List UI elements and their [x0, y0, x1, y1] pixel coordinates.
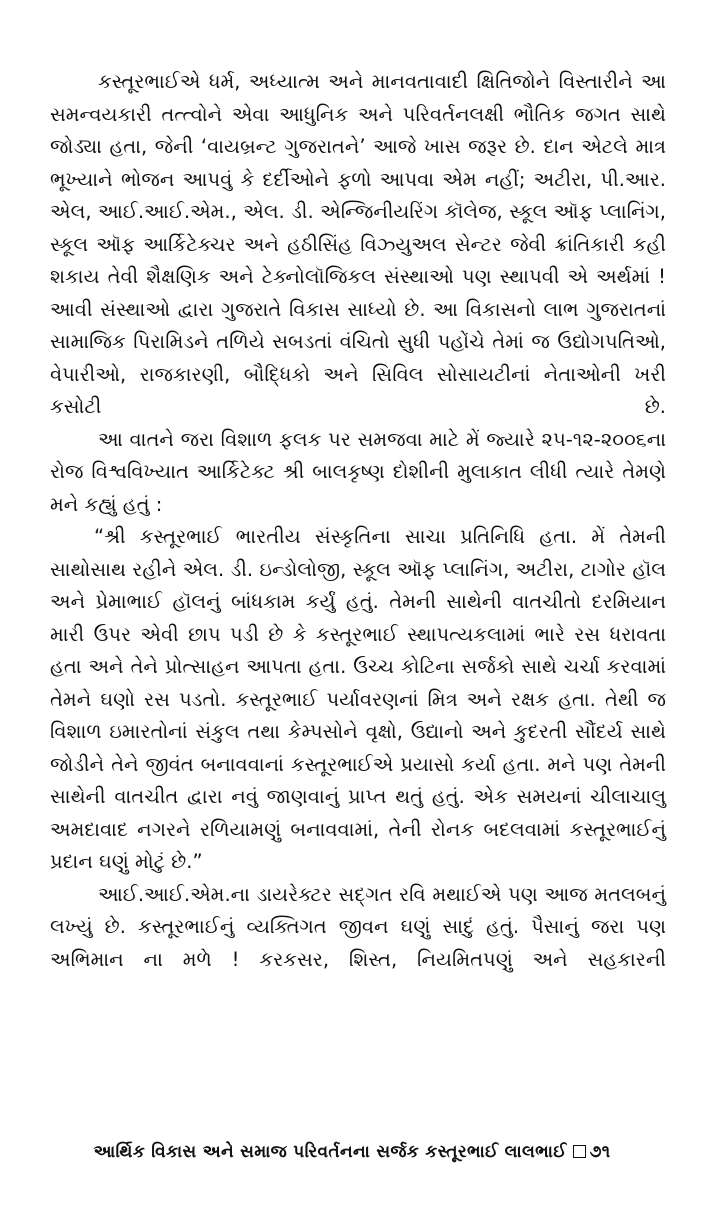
page-footer: [0, 1142, 704, 1162]
body-text: [50, 66, 666, 976]
page-number: ૭૧: [589, 1142, 611, 1162]
footer-title: આર્થિક વિકાસ અને સમાજ પરિવર્તનના સર્જક કસ્તૂરભાઈ લાલભાઈ: [93, 1142, 567, 1162]
paragraph-1: કસ્તૂરભાઈએ ધર્મ, અધ્યાત્મ અને માનવતાવાદી ક્ષિતિજોને વિસ્તારીને આ સમન્વયકારી તત્ત્વોને એવા આધુનિક અને પરિવર્તનલક્ષી ભૌતિક જગત સાથે જોડ્યા હતા, જેની ‘વાયબ્રન્ટ ગુજરાતને’ આજે ખાસ જરૂર છે. દાન એટલે માત્ર ભૂખ્યાને ભોજન આપવું કે દર્દીઓને ફળો આપવા એમ નહીં; અટીરા, પી.આર. એલ, આઈ.આઈ.એમ., એલ. ડી. એન્જિનીયરિંગ કૉલેજ, સ્કૂલ ઑફ પ્લાનિંગ, સ્કૂલ ઑફ આર્કિટેક્ચર અને હઠીસિંહ વિઝ્યુઅલ સેન્ટર જેવી ક્રાંતિકારી કહી શકાય તેવી શૈક્ષણિક અને ટેક્નોલૉજિકલ સંસ્થાઓ પણ સ્થાપવી એ અર્થમાં ! આવી સંસ્થાઓ દ્વારા ગુજરાતે વિકાસ સાધ્યો છે. આ વિકાસનો લાભ ગુજરાતનાં સામાજિક પિરામિડને તળિયે સબડતાં વંચિતો સુધી પહોંચે તેમાં જ ઉદ્યોગપતિઓ, વેપારીઓ, રાજકારણી, બૌદ્ધિકો અને સિવિલ સોસાયટીનાં નેતાઓની ખરી કસોટી છે.: [50, 70, 666, 418]
paragraph-4: આઈ.આઈ.એમ.ના ડાયરેક્ટર સદ્ગત રવિ મથાઈએ પણ આજ મતલબનું લખ્યું છે. કસ્તૂરભાઈનું વ્યક્તિગત જીવન ઘણું સાદું હતું. પૈસાનું જરા પણ અભિમાન ના મળે ! કરકસર, શિસ્ત, નિયમિતપણું અને સહકારની: [50, 882, 666, 971]
quote-paragraph: “શ્રી કસ્તૂરભાઈ ભારતીય સંસ્કૃતિના સાચા પ્રતિનિધિ હતા. મેં તેમની સાથોસાથ રહીને એલ. ડી. ઇન્ડોલોજી, સ્કૂલ ઑફ પ્લાનિંગ, અટીરા, ટાગોર હૉલ અને પ્રેમાભાઈ હૉલનું બાંધકામ કર્યું હતું. તેમની સાથેની વાતચીતો દરમિયાન મારી ઉપર એવી છાપ પડી છે કે કસ્તૂરભાઈ સ્થાપત્યકલામાં ભારે રસ ધરાવતા હતા અને તેને પ્રોત્સાહન આપતા હતા. ઉચ્ચ કોટિના સર્જકો સાથે ચર્ચા કરવામાં તેમને ઘણો રસ પડતો. કસ્તૂરભાઈ પર્યાવરણનાં મિત્ર અને રક્ષક હતા. તેથી જ વિશાળ ઇમારતોનાં સંકુલ તથા કેમ્પસોને વૃક્ષો, ઉદ્યાનો અને કુદરતી સૌંદર્ય સાથે જોડીને તેને જીવંત બનાવવાનાં કસ્તૂરભાઈએ પ્રયાસો કર્યા હતા. મને પણ તેમની સાથેની વાતચીત દ્વારા નવું જાણવાનું પ્રાપ્ત થતું હતું. એક સમયનાં ચીલાચાલુ અમદાવાદ નગરને રળિયામણું બનાવવામાં, તેની રોનક બદલવામાં કસ્તૂરભાઈનું પ્રદાન ઘણું મોટું છે.”: [50, 525, 666, 873]
square-icon: [573, 1145, 586, 1158]
paragraph-2: આ વાતને જરા વિશાળ ફલક પર સમજવા માટે મેં જ્યારે ૨૫-૧૨-૨૦૦૬ના રોજ વિશ્વવિખ્યાત આર્કિટેક્ટ શ્રી બાલકૃષ્ણ દોશીની મુલાકાત લીધી ત્યારે તેમણે મને કહ્યું હતું :: [50, 427, 666, 516]
